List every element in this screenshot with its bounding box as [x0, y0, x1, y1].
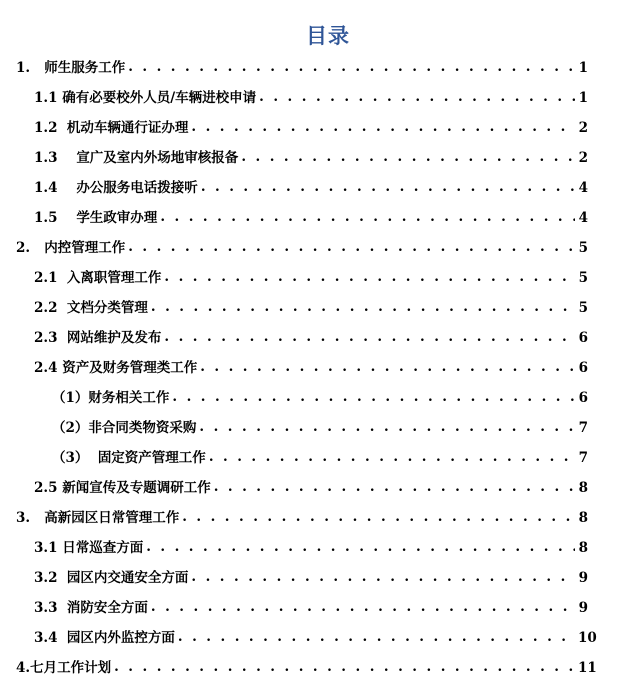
toc-entry[interactable] — [0, 83, 624, 113]
toc-entry-line[interactable] — [34, 149, 588, 167]
toc-entry-spacing — [58, 119, 67, 137]
toc-entry[interactable] — [0, 503, 624, 533]
toc-page-number: 4 — [578, 180, 588, 196]
toc-page-number: 8 — [578, 540, 588, 556]
toc-entry-line[interactable] — [34, 119, 588, 137]
toc-entry-spacing — [88, 449, 97, 467]
toc-dot-leader — [209, 448, 575, 466]
toc-entry-spacing — [58, 329, 67, 347]
toc-page-number: 6 — [578, 360, 588, 376]
toc-dot-leader — [201, 178, 575, 196]
toc-entry-number: 4. — [16, 660, 31, 676]
toc-entry[interactable] — [0, 413, 624, 443]
toc-page-number: 6 — [578, 390, 588, 406]
toc-page-number: 11 — [578, 660, 597, 676]
toc-entry-line[interactable] — [34, 209, 588, 227]
toc-entry-number: 3.3 — [34, 600, 58, 616]
toc-entry[interactable] — [0, 53, 624, 83]
toc-entry-title: 七月工作计划 — [30, 660, 112, 676]
toc-entry-title: 园区内外监控方面 — [66, 630, 175, 646]
toc-entry-number: 2.5 — [34, 480, 58, 496]
toc-page-number: 7 — [578, 450, 588, 466]
toc-page-number: 8 — [578, 480, 588, 496]
toc-page-number: 5 — [578, 240, 588, 256]
toc-page-number: 9 — [578, 570, 588, 586]
toc-entry-title: 文档分类管理 — [66, 300, 148, 316]
toc-entry-number: 1.2 — [34, 120, 58, 136]
toc-entry-line[interactable] — [34, 629, 597, 647]
toc-page-number: 5 — [578, 300, 588, 316]
toc-page-number: 1 — [578, 60, 588, 76]
toc-entry-title: 师生服务工作 — [44, 60, 126, 76]
toc-entry[interactable] — [0, 113, 624, 143]
toc-entry[interactable] — [0, 323, 624, 353]
toc-dot-leader — [241, 148, 575, 166]
toc-entry-number: 3.2 — [34, 570, 58, 586]
toc-dot-leader — [200, 358, 575, 376]
toc-entry[interactable] — [0, 203, 624, 233]
toc-entry-number: 3.4 — [34, 630, 58, 646]
toc-entry[interactable] — [0, 263, 624, 293]
toc-entry-line[interactable] — [16, 239, 588, 257]
toc-entry-number: 3.1 — [34, 540, 58, 556]
toc-entry-title: 机动车辆通行证办理 — [66, 120, 189, 136]
toc-entry-title: 资产及财务管理类工作 — [62, 360, 198, 376]
toc-page-number: 6 — [578, 330, 588, 346]
toc-entry[interactable] — [0, 623, 624, 653]
toc-entry[interactable] — [0, 533, 624, 563]
toc-entry-line[interactable] — [34, 299, 588, 317]
toc-entry-line[interactable] — [16, 659, 597, 677]
toc-entry-title: 内控管理工作 — [44, 240, 126, 256]
toc-dot-leader — [151, 298, 575, 316]
toc-entry-number: 2.1 — [34, 270, 58, 286]
toc-entry-title: 财务相关工作 — [88, 390, 170, 406]
toc-page-number: 5 — [578, 270, 588, 286]
toc-entry[interactable] — [0, 563, 624, 593]
toc-entry-line[interactable] — [34, 179, 588, 197]
toc-entry-number: 1.5 — [34, 210, 58, 226]
toc-entry-title: 高新园区日常管理工作 — [44, 510, 180, 526]
toc-entry[interactable] — [0, 173, 624, 203]
toc-entry-spacing — [58, 149, 77, 167]
toc-entry[interactable] — [0, 293, 624, 323]
toc-list — [0, 53, 624, 683]
toc-entry-number: （3） — [52, 450, 89, 466]
toc-entry-line[interactable] — [16, 509, 588, 527]
toc-entry-title: 网站维护及发布 — [66, 330, 162, 346]
toc-entry-title: 固定资产管理工作 — [97, 450, 206, 466]
toc-entry-title: 非合同类物资采购 — [88, 420, 197, 436]
toc-entry-spacing — [58, 599, 67, 617]
toc-dot-leader — [214, 478, 575, 496]
toc-entry-number: 2.4 — [34, 360, 58, 376]
toc-entry-number: （2） — [52, 420, 89, 436]
toc-page-number: 2 — [578, 150, 588, 166]
toc-dot-leader — [128, 238, 575, 256]
toc-entry-line[interactable] — [34, 329, 588, 347]
toc-entry-title: 日常巡查方面 — [62, 540, 144, 556]
toc-dot-leader — [114, 658, 575, 676]
toc-entry-spacing — [58, 179, 77, 197]
toc-dot-leader — [191, 568, 575, 586]
toc-entry[interactable] — [0, 653, 624, 683]
toc-entry-line[interactable] — [34, 569, 588, 587]
toc-entry-title: 确有必要校外人员/车辆进校申请 — [62, 90, 257, 106]
toc-entry-line[interactable] — [34, 539, 588, 557]
toc-entry-number: 1.4 — [34, 180, 58, 196]
toc-entry-title: 消防安全方面 — [66, 600, 148, 616]
toc-entry-line[interactable] — [34, 479, 588, 497]
toc-entry-title: 学生政审办理 — [76, 210, 158, 226]
toc-title: 目录 — [306, 24, 350, 48]
toc-entry-line[interactable] — [52, 389, 588, 407]
toc-dot-leader — [164, 328, 575, 346]
toc-dot-leader — [259, 88, 575, 106]
toc-entry-spacing — [30, 509, 44, 527]
toc-entry-title: 新闻宣传及专题调研工作 — [62, 480, 211, 496]
toc-entry-line[interactable] — [52, 449, 588, 467]
toc-page-number: 10 — [578, 630, 597, 646]
toc-entry-title: 宣广及室内外场地审核报备 — [76, 150, 239, 166]
toc-entry-spacing — [30, 59, 44, 77]
toc-entry-number: 2.3 — [34, 330, 58, 346]
toc-entry-line[interactable] — [52, 419, 588, 437]
toc-entry-spacing — [58, 209, 77, 227]
toc-entry-line[interactable] — [34, 269, 588, 287]
toc-dot-leader — [172, 388, 575, 406]
toc-entry-spacing — [58, 629, 67, 647]
toc-entry-title: 入离职管理工作 — [66, 270, 162, 286]
toc-entry-line[interactable] — [34, 359, 588, 377]
toc-dot-leader — [178, 628, 575, 646]
toc-dot-leader — [191, 118, 575, 136]
toc-entry-number: （1） — [52, 390, 89, 406]
toc-entry[interactable] — [0, 233, 624, 263]
toc-dot-leader — [164, 268, 575, 286]
toc-entry[interactable] — [0, 353, 624, 383]
toc-entry-spacing — [30, 239, 44, 257]
toc-entry[interactable] — [0, 383, 624, 413]
toc-page-number: 1 — [578, 90, 588, 106]
toc-entry-line[interactable] — [34, 89, 588, 107]
toc-entry-number: 1. — [16, 60, 31, 76]
toc-dot-leader — [146, 538, 575, 556]
toc-entry[interactable] — [0, 473, 624, 503]
toc-entry-number: 2.2 — [34, 300, 58, 316]
toc-page-number: 9 — [578, 600, 588, 616]
toc-entry[interactable] — [0, 593, 624, 623]
toc-entry[interactable] — [0, 143, 624, 173]
toc-entry-line[interactable] — [34, 599, 588, 617]
toc-entry-number: 1.3 — [34, 150, 58, 166]
toc-entry-number: 3. — [16, 510, 31, 526]
toc-page-number: 4 — [578, 210, 588, 226]
toc-entry-spacing — [58, 269, 67, 287]
toc-dot-leader — [199, 418, 575, 436]
toc-entry-line[interactable] — [16, 59, 588, 77]
toc-dot-leader — [151, 598, 575, 616]
toc-entry-number: 1.1 — [34, 90, 58, 106]
toc-entry-number: 2. — [16, 240, 31, 256]
toc-dot-leader — [160, 208, 575, 226]
toc-entry-spacing — [58, 299, 67, 317]
toc-page-number: 8 — [578, 510, 588, 526]
toc-dot-leader — [182, 508, 575, 526]
toc-entry-spacing — [58, 569, 67, 587]
toc-entry-title: 办公服务电话拨接听 — [76, 180, 198, 196]
toc-entry[interactable] — [0, 443, 624, 473]
toc-entry-title: 园区内交通安全方面 — [66, 570, 189, 586]
toc-page-number: 2 — [578, 120, 588, 136]
toc-page-number: 7 — [578, 420, 588, 436]
toc-dot-leader — [128, 58, 575, 76]
